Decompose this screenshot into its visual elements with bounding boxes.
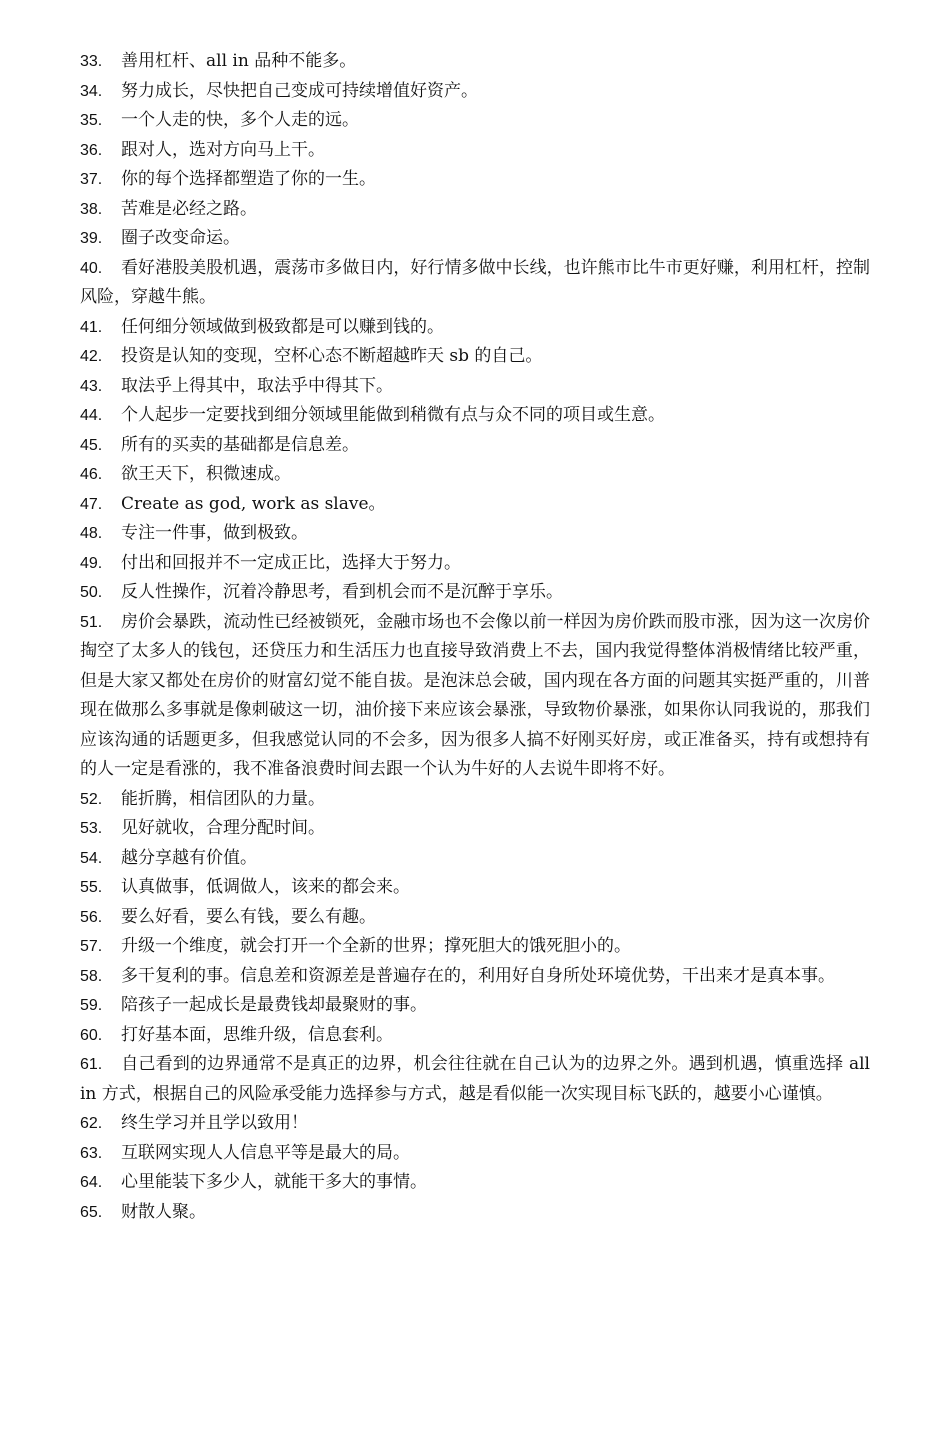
item-number: 48. — [80, 525, 103, 542]
item-text: 任何细分领域做到极致都是可以赚到钱的。 — [121, 316, 444, 337]
item-number: 43. — [80, 377, 103, 395]
item-number: 65. — [80, 1203, 103, 1221]
item-number: 44. — [80, 407, 103, 424]
list-item — [80, 1021, 870, 1051]
list-item — [80, 372, 870, 402]
list-item — [80, 785, 870, 815]
item-number: 33. — [80, 53, 103, 70]
item-text: 认真做事，低调做人，该来的都会来。 — [121, 877, 410, 897]
item-text: 苦难是必经之路。 — [121, 198, 257, 219]
item-text: 升级一个维度，就会打开一个全新的世界；撑死胆大的饿死胆小的。 — [121, 936, 631, 956]
list-item — [80, 490, 870, 520]
item-text: 看好港股美股机遇，震荡市多做日内，好行情多做中长线，也许熊市比牛市更好赚，利用杠杆，控制风险，穿越牛熊。 — [80, 257, 870, 307]
list-item — [80, 224, 870, 254]
item-number: 47. — [80, 495, 103, 513]
item-number: 64. — [80, 1174, 103, 1191]
list-item — [80, 873, 870, 903]
item-number: 58. — [80, 967, 103, 985]
item-number: 42. — [80, 348, 103, 365]
list-item — [80, 932, 870, 962]
item-number: 39. — [80, 230, 103, 247]
list-item — [80, 77, 870, 107]
item-text: 越分享越有价值。 — [121, 847, 257, 868]
item-text: 心里能装下多少人，就能干多大的事情。 — [121, 1172, 427, 1192]
item-number: 61. — [80, 1056, 103, 1073]
item-number: 60. — [80, 1026, 103, 1044]
item-number: 57. — [80, 938, 103, 955]
item-text: 多干复利的事。信息差和资源差是普遍存在的，利用好自身所处环境优势，干出来才是真本事。 — [121, 965, 835, 986]
item-number: 45. — [80, 436, 103, 454]
item-text: 打好基本面，思维升级，信息套利。 — [121, 1024, 393, 1045]
list-item — [80, 1109, 870, 1139]
item-text: 所有的买卖的基础都是信息差。 — [121, 434, 359, 455]
item-number: 38. — [80, 200, 103, 218]
item-number: 59. — [80, 997, 103, 1014]
item-number: 62. — [80, 1115, 103, 1132]
item-text: 你的每个选择都塑造了你的一生。 — [121, 169, 376, 189]
list-item — [80, 578, 870, 608]
item-text: 专注一件事，做到极致。 — [121, 523, 308, 543]
item-text: 陪孩子一起成长是最费钱却最聚财的事。 — [121, 995, 427, 1015]
item-number: 46. — [80, 466, 103, 483]
list-item — [80, 1168, 870, 1198]
item-number: 63. — [80, 1144, 103, 1162]
item-number: 34. — [80, 82, 103, 100]
list-item — [80, 313, 870, 343]
item-text: 跟对人，选对方向马上干。 — [121, 139, 325, 160]
list-item — [80, 903, 870, 933]
list-item — [80, 136, 870, 166]
list-item — [80, 431, 870, 461]
item-number: 36. — [80, 141, 103, 159]
item-text: 终生学习并且学以致用！ — [121, 1113, 308, 1133]
list-item — [80, 991, 870, 1021]
item-text: 见好就收，合理分配时间。 — [121, 818, 325, 838]
item-text: 互联网实现人人信息平等是最大的局。 — [121, 1142, 410, 1163]
list-item — [80, 254, 870, 313]
list-item — [80, 460, 870, 490]
document-page — [80, 47, 870, 1227]
item-text: 欲王天下，积微速成。 — [121, 464, 291, 484]
item-number: 50. — [80, 584, 103, 601]
item-number: 49. — [80, 554, 103, 572]
list-item — [80, 165, 870, 195]
item-text: 圈子改变命运。 — [121, 228, 240, 248]
item-text: 财散人聚。 — [121, 1201, 206, 1222]
list-item — [80, 106, 870, 136]
item-text: 房价会暴跌，流动性已经被锁死，金融市场也不会像以前一样因为房价跌而股市涨，因为这一次房价掏空了太多人的钱包，还贷压力和生活压力也直接导致消费上不去，国内我觉得整体消极情绪比较严重，但是大家又都处在房价的财富幻觉不能自拔。是泡沫总会破，国内现在各方面的问题其实挺严重的，川普现在做那么多事就是像刺破这一切，油价接下来应该会暴涨，导致物价暴涨，如果你认同我说的，那我们应该沟通的话题更多，但我感觉认同的不会多，因为很多人搞不好刚买好房，或正准备买，持有或想持有的人一定是看涨的，我不准备浪费时间去跟一个认为牛好的人去说牛即将不好。 — [80, 611, 870, 779]
item-text: 善用杠杆、all in 品种不能多。 — [121, 51, 357, 71]
item-number: 41. — [80, 318, 103, 336]
item-number: 51. — [80, 613, 103, 631]
list-item — [80, 844, 870, 874]
item-text: 能折腾，相信团队的力量。 — [121, 788, 325, 809]
list-item — [80, 1198, 870, 1228]
item-number: 35. — [80, 112, 103, 129]
list-item — [80, 47, 870, 77]
item-number: 52. — [80, 790, 103, 808]
item-text: 努力成长，尽快把自己变成可持续增值好资产。 — [121, 80, 478, 101]
item-text: 自己看到的边界通常不是真正的边界，机会往往就在自己认为的边界之外。遇到机遇，慎重选择 all in 方式，根据自己的风险承受能力选择参与方式，越是看似能一次实现目标飞跃的，越要小心谨慎。 — [80, 1054, 870, 1104]
item-number: 40. — [80, 259, 103, 277]
list-item — [80, 1050, 870, 1109]
list-item — [80, 1139, 870, 1169]
list-item — [80, 962, 870, 992]
item-text: 要么好看，要么有钱，要么有趣。 — [121, 906, 376, 927]
list-item — [80, 342, 870, 372]
list-item — [80, 549, 870, 579]
item-text: Create as god, work as slave。 — [121, 493, 386, 514]
item-text: 个人起步一定要找到细分领域里能做到稍微有点与众不同的项目或生意。 — [121, 405, 665, 425]
list-item — [80, 195, 870, 225]
item-text: 一个人走的快，多个人走的远。 — [121, 110, 359, 130]
list-item — [80, 814, 870, 844]
item-text: 取法乎上得其中，取法乎中得其下。 — [121, 375, 393, 396]
item-text: 反人性操作，沉着冷静思考，看到机会而不是沉醉于享乐。 — [121, 582, 563, 602]
item-number: 37. — [80, 171, 103, 188]
item-number: 54. — [80, 849, 103, 867]
item-number: 56. — [80, 908, 103, 926]
list-item — [80, 401, 870, 431]
item-number: 55. — [80, 879, 103, 896]
item-text: 付出和回报并不一定成正比，选择大于努力。 — [121, 552, 461, 573]
list-item — [80, 519, 870, 549]
list-item — [80, 608, 870, 785]
item-number: 53. — [80, 820, 103, 837]
item-text: 投资是认知的变现，空杯心态不断超越昨天 sb 的自己。 — [121, 346, 543, 366]
